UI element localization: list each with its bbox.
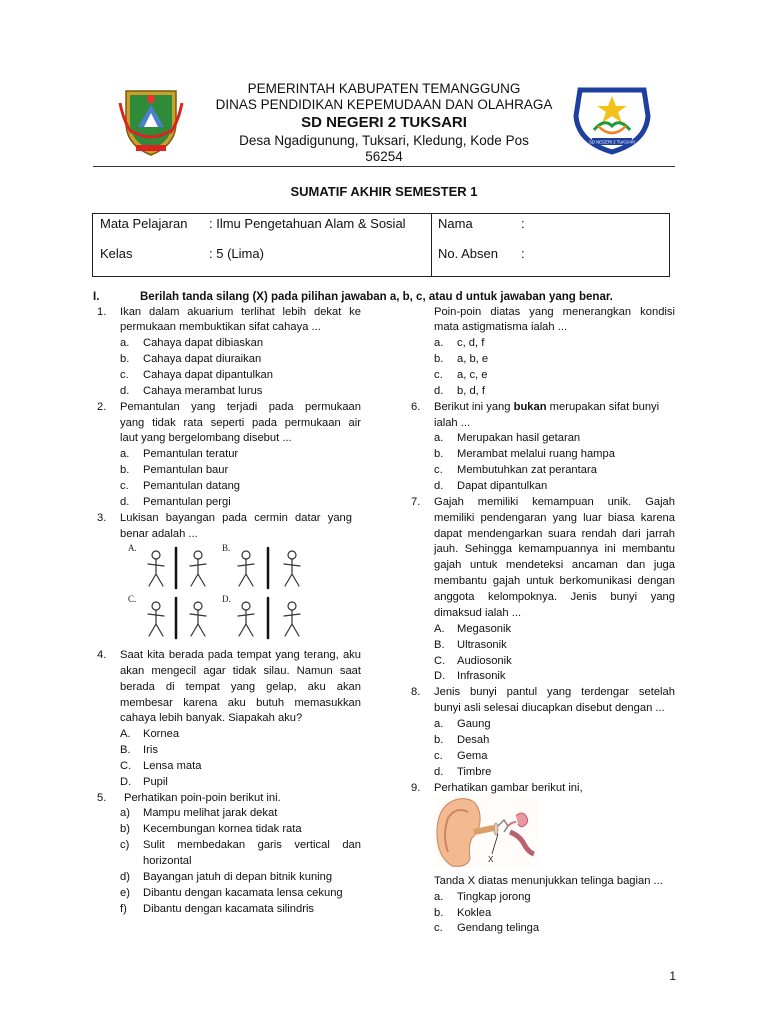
subject-label: Mata Pelajaran: [100, 216, 188, 231]
q9-option-letter[interactable]: c.: [434, 922, 443, 934]
q2-option-b[interactable]: Pemantulan baur: [143, 464, 229, 476]
q2-option-a[interactable]: Pemantulan teratur: [143, 448, 239, 460]
header-government: PEMERINTAH KABUPATEN TEMANGGUNG: [247, 81, 521, 96]
ear-diagram: [434, 796, 538, 868]
q8-option-d[interactable]: Timbre: [457, 766, 492, 778]
q8-option-letter[interactable]: a.: [434, 718, 444, 730]
q5-item-f: Dibantu dengan kacamata silindris: [143, 903, 315, 915]
q7-text-line: memiliki pendengaran yang luar biasa karena: [434, 512, 675, 524]
q6-text-line: ialah ...: [434, 417, 471, 429]
q5-question-line: Poin-poin diatas yang menerangkan kondisi: [434, 306, 675, 318]
q5-text-line: Perhatikan poin-poin berikut ini.: [124, 792, 281, 804]
header-address: Desa Ngadigunung, Tuksari, Kledung, Kode Pos: [239, 133, 529, 148]
q5-number: 5.: [97, 792, 107, 804]
q5-item-b: Kecembungan kornea tidak rata: [143, 823, 302, 835]
q1-text-line: permukaan membuktikan sifat cahaya ...: [120, 321, 321, 333]
q5-item-e: Dibantu dengan kacamata lensa cekung: [143, 887, 343, 899]
q9-option-a[interactable]: Tingkap jorong: [457, 891, 531, 903]
header-divider: [93, 166, 675, 167]
class-value: : 5 (Lima): [209, 246, 264, 261]
exam-title: SUMATIF AKHIR SEMESTER 1: [290, 184, 478, 199]
q5-option-letter[interactable]: b.: [434, 353, 444, 365]
q1-option-c[interactable]: Cahaya dapat dipantulkan: [143, 369, 274, 381]
q6-number: 6.: [411, 401, 421, 413]
q5-item-a: Mampu melihat jarak dekat: [143, 807, 278, 819]
q7-text-line: gajah untuk mendeteksi ancaman dan juga: [434, 559, 675, 571]
q1-option-letter[interactable]: c.: [120, 369, 129, 381]
q5-option-a[interactable]: c, d, f: [457, 337, 485, 349]
q7-text-line: dimaksud ialah ...: [434, 607, 522, 619]
q4-text-line: berada di tempat yang gelap, aku akan: [120, 681, 361, 693]
instruction-number: I.: [93, 291, 100, 303]
q6-text-pre: Berikut ini yang: [434, 401, 514, 413]
q8-option-a[interactable]: Gaung: [457, 718, 491, 730]
q6-text-line: [434, 400, 659, 415]
q9-option-b[interactable]: Koklea: [457, 907, 492, 919]
q2-text-line: yang tidak rata seperti pada permukaan air: [120, 417, 361, 429]
q9-option-letter[interactable]: a.: [434, 891, 444, 903]
option-a-label[interactable]: A.: [128, 543, 137, 553]
absen-label: No. Absen: [438, 246, 498, 261]
q8-option-letter[interactable]: d.: [434, 766, 444, 778]
q4-text-line: membesar karena aku butuh memasukkan: [120, 697, 361, 709]
q2-text-line: laut yang bergelombang disebut ...: [120, 432, 292, 444]
q2-option-letter[interactable]: d.: [120, 496, 130, 508]
q4-option-letter[interactable]: B.: [120, 744, 131, 756]
q8-option-letter[interactable]: b.: [434, 734, 444, 746]
q5-item-d: Bayangan jatuh di depan bitnik kuning: [143, 871, 333, 883]
q8-option-letter[interactable]: c.: [434, 750, 443, 762]
class-label: Kelas: [100, 246, 133, 261]
header-department: DINAS PENDIDIKAN KEPEMUDAAN DAN OLAHRAGA: [215, 97, 553, 112]
q7-option-c[interactable]: Audiosonik: [457, 655, 512, 667]
q6-option-letter[interactable]: b.: [434, 448, 444, 460]
q5-item-marker: f): [120, 903, 127, 915]
q8-text-line: bunyi asli selesai diucapkan disebut dengan ...: [434, 702, 665, 714]
q7-option-b[interactable]: Ultrasonik: [457, 639, 507, 651]
q1-option-letter[interactable]: d.: [120, 385, 130, 397]
page-number: 1: [669, 969, 676, 983]
q1-option-d[interactable]: Cahaya merambat lurus: [143, 385, 263, 397]
option-c-label[interactable]: C.: [128, 594, 137, 604]
q5-item-c: Sulit membedakan garis vertical dan: [143, 839, 361, 851]
q7-text-line: anggota kelompoknya. Jenis bunyi yang: [434, 591, 675, 603]
header-school-name: SD NEGERI 2 TUKSARI: [301, 114, 467, 131]
q1-option-b[interactable]: Cahaya dapat diuraikan: [143, 353, 262, 365]
q7-text-line: membantu gajah untuk berkomunikasi dengan: [434, 575, 675, 587]
q3-text-line: benar adalah ...: [120, 528, 198, 540]
q6-option-letter[interactable]: d.: [434, 480, 444, 492]
q4-option-a[interactable]: Kornea: [143, 728, 180, 740]
q6-option-c[interactable]: Membutuhkan zat perantara: [457, 464, 597, 476]
q9-text-line: Perhatikan gambar berikut ini,: [434, 782, 583, 794]
q4-option-letter[interactable]: A.: [120, 728, 131, 740]
q5-option-letter[interactable]: d.: [434, 385, 444, 397]
q4-option-b[interactable]: Iris: [143, 744, 158, 756]
q6-option-letter[interactable]: a.: [434, 432, 444, 444]
q6-option-letter[interactable]: c.: [434, 464, 443, 476]
q7-option-letter[interactable]: A.: [434, 623, 445, 635]
absen-field[interactable]: :: [521, 246, 525, 261]
q7-option-letter[interactable]: C.: [434, 655, 446, 667]
q1-option-letter[interactable]: b.: [120, 353, 130, 365]
q4-option-c[interactable]: Lensa mata: [143, 760, 202, 772]
q6-text-bold: bukan: [513, 401, 547, 413]
q7-text-line: jauh. Sehingga kemampuannya ini membantu: [434, 543, 675, 555]
q7-option-a[interactable]: Megasonik: [457, 623, 512, 635]
q7-text-line: dapat mendengarkan suara rendah dari jarrah: [434, 528, 675, 540]
q1-text-line: Ikan dalam akuarium terlihat lebih dekat ke: [120, 306, 361, 318]
q6-option-d[interactable]: Dapat dipantulkan: [457, 480, 548, 492]
q2-option-d[interactable]: Pemantulan pergi: [143, 496, 231, 508]
q4-number: 4.: [97, 649, 107, 661]
q7-option-letter[interactable]: D.: [434, 670, 446, 682]
q7-text-line: Gajah memiliki kemampuan unik. Gajah: [434, 496, 675, 508]
q6-option-a[interactable]: Merupakan hasil getaran: [457, 432, 581, 444]
name-field[interactable]: :: [521, 216, 525, 231]
q9-text-line: Tanda X diatas menunjukkan telinga bagian ...: [434, 875, 663, 887]
q5-item-c-cont: horizontal: [143, 855, 192, 867]
mirror-image-options: [126, 542, 330, 642]
q8-number: 8.: [411, 686, 421, 698]
q3-number: 3.: [97, 512, 107, 524]
instruction-text: Berilah tanda silang (X) pada pilihan jawaban a, b, c, atau d untuk jawaban yang benar.: [140, 291, 613, 303]
subject-value: : Ilmu Pengetahuan Alam & Sosial: [209, 216, 406, 231]
q7-option-d[interactable]: Infrasonik: [457, 670, 506, 682]
q4-text-line: cahaya lebih banyak. Siapakah aku?: [120, 712, 303, 724]
q9-option-c[interactable]: Gendang telinga: [457, 922, 540, 934]
q1-number: 1.: [97, 306, 107, 318]
q2-option-letter[interactable]: b.: [120, 464, 130, 476]
q6-option-b[interactable]: Merambat melalui ruang hampa: [457, 448, 615, 460]
q5-option-c[interactable]: a, c, e: [457, 369, 488, 381]
q5-item-marker: d): [120, 871, 130, 883]
q5-item-marker: a): [120, 807, 130, 819]
q2-text-line: Pemantulan yang terjadi pada permukaan: [120, 401, 361, 413]
q9-number: 9.: [411, 782, 421, 794]
q4-option-letter[interactable]: C.: [120, 760, 132, 772]
q8-option-c[interactable]: Gema: [457, 750, 488, 762]
q4-text-line: Saat kita berada pada tempat yang terang, aku: [120, 649, 361, 661]
q7-option-letter[interactable]: B.: [434, 639, 445, 651]
header-postal-code: 56254: [365, 149, 403, 164]
q2-number: 2.: [97, 401, 107, 413]
ear-x-mark: X: [488, 855, 494, 864]
q8-option-b[interactable]: Desah: [457, 734, 490, 746]
q5-item-marker: b): [120, 823, 130, 835]
q2-option-c[interactable]: Pemantulan datang: [143, 480, 241, 492]
q3-text-line: Lukisan bayangan pada cermin datar yang: [120, 512, 352, 524]
q1-option-letter[interactable]: a.: [120, 337, 130, 349]
q6-text-post: merupakan sifat bunyi: [546, 401, 660, 413]
q2-option-letter[interactable]: c.: [120, 480, 129, 492]
option-b-label[interactable]: B.: [222, 543, 231, 553]
info-box-divider: [431, 214, 432, 276]
right-logo-text: SD NEGERI 2 TUKSARI: [589, 139, 635, 145]
q9-option-letter[interactable]: b.: [434, 907, 444, 919]
option-d-label[interactable]: D.: [222, 594, 231, 604]
student-info-box: [92, 213, 670, 277]
q5-question-line: mata astigmatisma ialah ...: [434, 321, 568, 333]
q8-text-line: Jenis bunyi pantul yang terdengar setelah: [434, 686, 675, 698]
q2-option-letter[interactable]: a.: [120, 448, 130, 460]
name-label: Nama: [438, 216, 473, 231]
q4-option-letter[interactable]: D.: [120, 776, 132, 788]
q5-option-b[interactable]: a, b, e: [457, 353, 489, 365]
q4-text-line: akan mengecil agar tidak silau. Namun saat: [120, 665, 361, 677]
q7-number: 7.: [411, 496, 421, 508]
q5-item-marker: e): [120, 887, 130, 899]
q5-item-marker: c): [120, 839, 130, 851]
q4-option-d[interactable]: Pupil: [143, 776, 168, 788]
q5-option-letter[interactable]: c.: [434, 369, 443, 381]
q5-option-letter[interactable]: a.: [434, 337, 444, 349]
q5-option-d[interactable]: b, d, f: [457, 385, 485, 397]
q1-option-a[interactable]: Cahaya dapat dibiaskan: [143, 337, 264, 349]
